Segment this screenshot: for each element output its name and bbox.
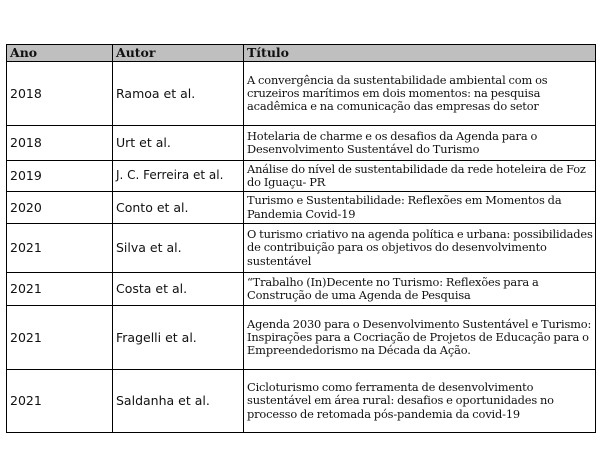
cell-autor: Urt et al.: [113, 126, 244, 161]
table-row: [7, 306, 596, 370]
cell-ano: 2018: [7, 126, 113, 161]
cell-titulo: “Trabalho (In)Decente no Turismo: Reflexões para a Construção de uma Agenda de Pesquisa: [244, 273, 596, 306]
table-row: [7, 224, 596, 273]
cell-titulo: Análise do nível de sustentabilidade da rede hoteleira de Foz do Iguaçu- PR: [244, 161, 596, 192]
header-titulo: Título: [244, 45, 596, 62]
cell-ano: 2021: [7, 273, 113, 306]
cell-titulo: Hotelaria de charme e os desafios da Agenda para o Desenvolvimento Sustentável do Turismo: [244, 126, 596, 161]
cell-autor: J. C. Ferreira et al.: [113, 161, 244, 192]
publications-table-container: [6, 44, 595, 433]
cell-ano: 2020: [7, 192, 113, 224]
cell-autor: Silva et al.: [113, 224, 244, 273]
table-row: [7, 273, 596, 306]
cell-titulo: Agenda 2030 para o Desenvolvimento Sustentável e Turismo: Inspirações para a Cocriação de Projetos de Educação para o Empreendedorismo na Década da Ação.: [244, 306, 596, 370]
cell-titulo: Cicloturismo como ferramenta de desenvolvimento sustentável em área rural: desafios e oportunidades no processo de retomada pós-pandemia da covid-19: [244, 370, 596, 433]
header-autor: Autor: [113, 45, 244, 62]
cell-ano: 2021: [7, 306, 113, 370]
table-row: [7, 370, 596, 433]
cell-ano: 2018: [7, 62, 113, 126]
cell-titulo: Turismo e Sustentabilidade: Reflexões em Momentos da Pandemia Covid-19: [244, 192, 596, 224]
cell-autor: Ramoa et al.: [113, 62, 244, 126]
cell-titulo: O turismo criativo na agenda política e urbana: possibilidades de contribuição para os objetivos do desenvolvimento sustentável: [244, 224, 596, 273]
cell-autor: Saldanha et al.: [113, 370, 244, 433]
publications-table: [6, 44, 596, 433]
table-row: [7, 192, 596, 224]
table-row: [7, 62, 596, 126]
cell-titulo: A convergência da sustentabilidade ambiental com os cruzeiros marítimos em dois momentos: na pesquisa acadêmica e na comunicação das empresas do setor: [244, 62, 596, 126]
table-row: [7, 126, 596, 161]
header-ano: Ano: [7, 45, 113, 62]
cell-autor: Costa et al.: [113, 273, 244, 306]
table-row: [7, 161, 596, 192]
cell-ano: 2019: [7, 161, 113, 192]
cell-ano: 2021: [7, 370, 113, 433]
table-header-row: [7, 45, 596, 62]
cell-autor: Conto et al.: [113, 192, 244, 224]
cell-autor: Fragelli et al.: [113, 306, 244, 370]
cell-ano: 2021: [7, 224, 113, 273]
